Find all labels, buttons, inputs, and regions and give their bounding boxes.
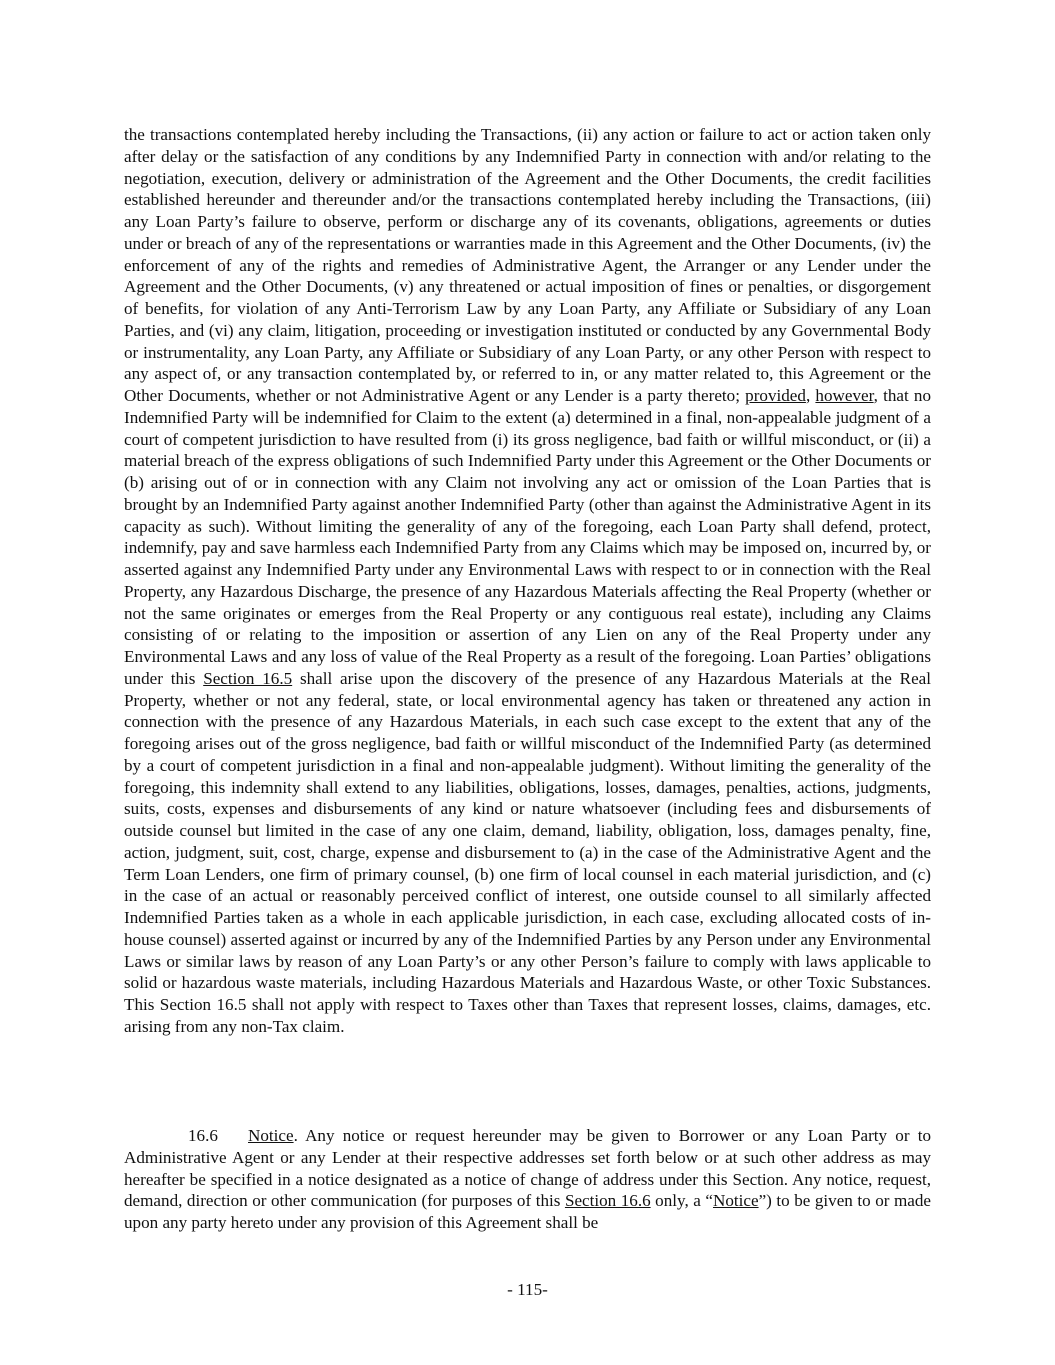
paragraph-text: the transactions contemplated hereby including the Transactions, (ii) any action or failure to act or action taken only after delay or the satisfaction of any conditions by any Indemnified Party in connection with and/or relating to the negotiation, execution, delivery or administration of the Agreement and the Other Documents, the credit facilities established hereunder and thereunder and/or the transactions contemplated hereby including the Transactions, (iii) any Loan Party’s failure to observe, perform or discharge any of its covenants, obligations, agreements or duties under or breach of any of the representations or warranties made in this Agreement and the Other Documents, (iv) the enforcement of any of the rights and remedies of Administrative Agent, the Arranger or any Lender under the Agreement and the Other Documents, (v) any threatened or actual imposition of fines or penalties, or disgorgement of benefits, for violation of any Anti-Terrorism Law by any Loan Party, any Affiliate or Subsidiary of any Loan Parties, and (vi) any claim, litigation, proceeding or investigation instituted or conducted by any Governmental Body or instrumentality, any Loan Party, any Affiliate or Subsidiary of any Loan Party, or any other Person with respect to any aspect of, or any transaction contemplated by, or referred to in, or any matter related to, this Agreement or the Other Documents, whether or not Administrative Agent or any Lender is a party thereto; (124, 125, 931, 405)
paragraph-section-16-6 (124, 1125, 931, 1234)
section-number: 16.6 (188, 1126, 218, 1145)
defined-term-however: however (815, 386, 874, 405)
paragraph-text: , (805, 386, 816, 405)
section-reference-16-5: Section 16.5 (203, 668, 293, 688)
defined-term-provided: provided (745, 386, 806, 405)
defined-term-notice: Notice (712, 1191, 759, 1211)
paragraph-text: ”) to be given to or made upon any party hereto under any provision of this Agreement shall be (124, 1191, 931, 1232)
paragraph-text: . Any notice or request hereunder may be given to Borrower or any Loan Party or to Administrative Agent or any Lender at their respective addresses set forth below or at such other address as may hereafter be specified in a notice designated as a notice of change of address under this Section. Any notice, request, demand, direction or other communication (for purposes of this (124, 1126, 931, 1211)
section-reference-16-6: Section 16.6 (564, 1191, 651, 1211)
paragraph-indemnification-continued (124, 124, 931, 1038)
paragraph-text: shall arise upon the discovery of the presence of any Hazardous Materials at the Real Property, whether or not any federal, state, or local environmental agency has taken or threatened any action in connection with the presence of any Hazardous Materials, in each such case except to the extent that any of the foregoing arises out of the gross negligence, bad faith or willful misconduct of the Indemnified Party (as determined by a court of competent jurisdiction in a final and non-appealable judgment). Without limiting the generality of the foregoing, this indemnity shall extend to any liabilities, obligations, losses, damages, penalties, actions, judgments, suits, costs, expenses and disbursements of any kind or nature whatsoever (including fees and disbursements of outside counsel but limited in the case of any one claim, demand, liability, obligation, loss, damages penalty, fine, action, judgment, suit, cost, charge, expense and disbursement to (a) in the case of the Administrative Agent and the Term Loan Lenders, one firm of primary counsel, (b) one firm of local counsel in each material jurisdiction, and (c) in the case of an actual or reasonably perceived conflict of interest, one outside counsel to all similarly affected Indemnified Parties taken as a whole in each applicable jurisdiction, in each case, excluding allocated costs of in-house counsel) asserted against or incurred by any of the Indemnified Parties by any Person under any Environmental Laws or similar laws by reason of any Loan Party’s or any other Person’s failure to comply with laws applicable to solid or hazardous waste materials, including Hazardous Materials and Hazardous Waste, or other Toxic Substances. This Section 16.5 shall not apply with respect to Taxes other than Taxes that represent losses, claims, damages, etc. arising from any non-Tax claim. (124, 668, 931, 1036)
page-number: - 115- (507, 1280, 548, 1299)
section-heading: Notice (248, 1126, 294, 1145)
paragraph-text: only, a “ (650, 1191, 713, 1211)
paragraph-text: , that no Indemnified Party will be indemnified for Claim to the extent (a) determined in a final, non-appealable judgment of a court of competent jurisdiction to have resulted from (i) its gross negligence, bad faith or willful misconduct, or (ii) a material breach of the express obligations of such Indemnified Party under this Agreement or the Other Documents or (b) arising out of or in connection with any Claim not involving any act or omission of the Loan Parties that is brought by an Indemnified Party against another Indemnified Party (other than against the Administrative Agent in its capacity as such). Without limiting the generality of any of the foregoing, each Loan Party shall defend, protect, indemnify, pay and save harmless each Indemnified Party from any Claims which may be imposed on, incurred by, or asserted against any Indemnified Party under any Environmental Laws with respect to or in connection with the Real Property, any Hazardous Discharge, the presence of any Hazardous Materials affecting the Real Property (whether or not the same originates or emerges from the Real Property or any contiguous real estate), including any Claims consisting of or relating to the imposition or assertion of any Lien on any of the Real Property under any Environmental Laws and any loss of value of the Real Property as a result of the foregoing. Loan Parties’ obligations under this (124, 386, 932, 688)
